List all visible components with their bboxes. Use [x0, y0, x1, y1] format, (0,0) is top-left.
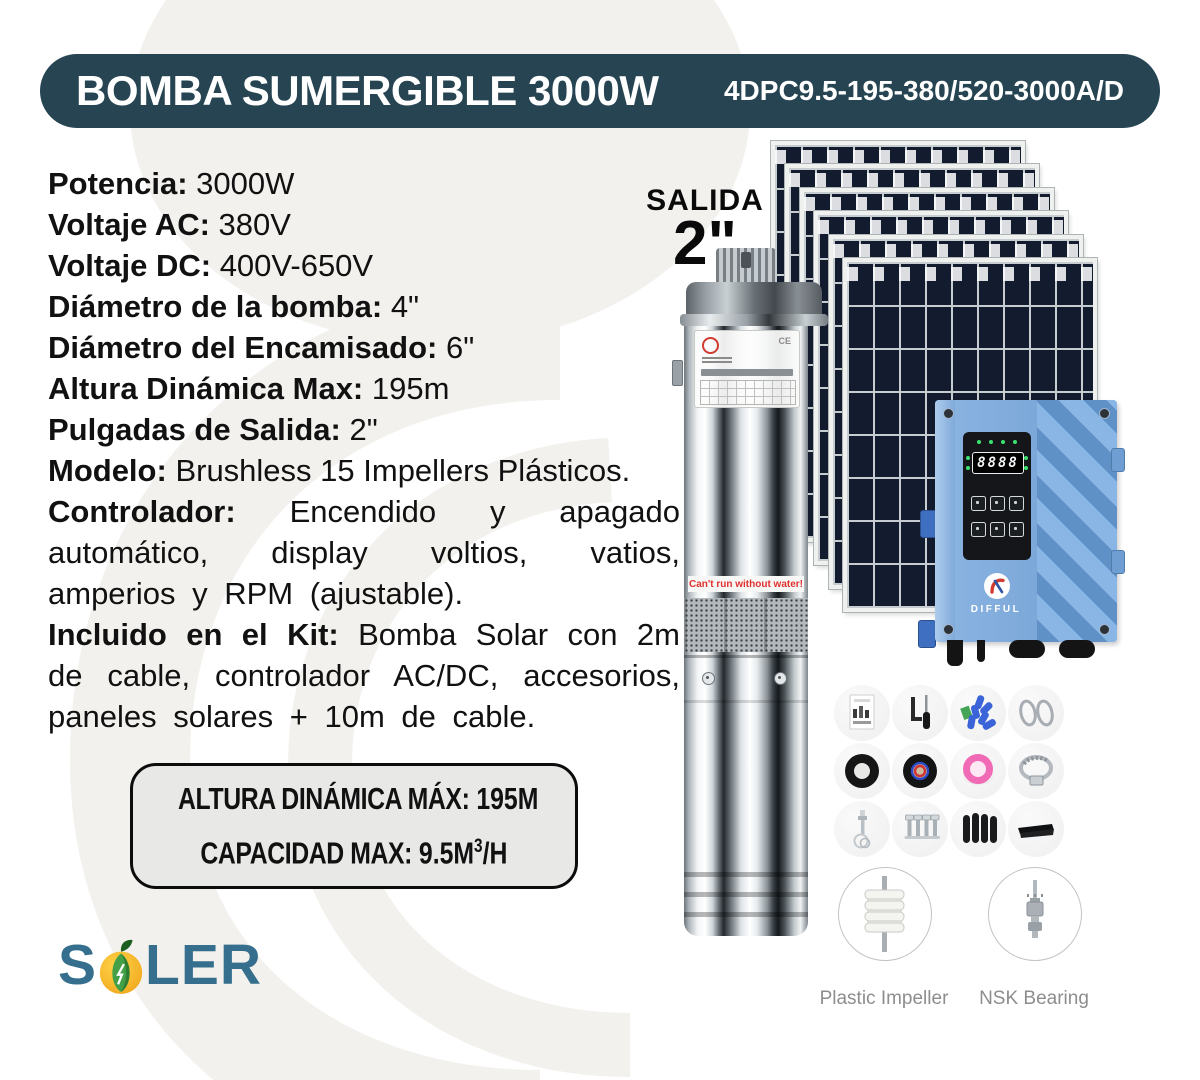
max-head-label: ALTURA DINÁMICA MÁX: — [178, 780, 470, 816]
accessory-instruction-manual-icon — [834, 685, 890, 741]
max-capacity-value: 9.5M — [419, 835, 475, 871]
paragraph-label: Controlador: — [48, 494, 236, 529]
spec-value: 195m — [371, 371, 450, 406]
spec-row — [48, 245, 680, 286]
mounting-tab-icon — [1111, 550, 1125, 574]
controller-button — [1009, 496, 1024, 511]
accessory-heat-shrink-tubes-icon — [950, 801, 1006, 857]
performance-info-box — [130, 763, 578, 889]
controller-cable-icon — [1059, 640, 1095, 658]
controller-brand-text: DIFFUL — [970, 604, 1022, 615]
status-led-icon — [966, 466, 970, 470]
soler-logo-letter-s: S — [58, 933, 98, 997]
spec-value: 6" — [445, 330, 475, 365]
controller-paragraph — [48, 491, 680, 614]
bearing-label: NSK Bearing — [979, 988, 1089, 1009]
pump-bottom-ridge — [684, 872, 808, 877]
nsk-bearing-image — [988, 867, 1082, 961]
controller-button — [1009, 522, 1024, 537]
pump-screw-icon — [774, 672, 787, 685]
outlet-callout — [640, 184, 770, 278]
pump-warning-band — [688, 576, 804, 592]
accessory-carabiners-icon — [1008, 685, 1064, 741]
status-led-icon — [1024, 466, 1028, 470]
pump-controller-image — [935, 400, 1117, 642]
spec-row — [48, 327, 680, 368]
spec-row — [48, 204, 680, 245]
screw-icon — [943, 624, 954, 635]
max-capacity-sup: 3 — [474, 835, 483, 857]
spec-value: 380V — [218, 207, 291, 242]
controller-button — [971, 496, 986, 511]
controller-button — [971, 522, 986, 537]
paragraph-text: Bomba Solar con 2m de cable, controlador AC/DC, accesorios, paneles solares + 10m de cable. — [48, 617, 680, 734]
spec-value: 2" — [349, 412, 378, 447]
accessory-electrical-tape-icon — [892, 743, 948, 799]
max-capacity-label: CAPACIDAD MAX: — [200, 835, 413, 871]
screw-icon — [1099, 408, 1110, 419]
spec-label: Diámetro de la bomba: — [48, 289, 383, 324]
max-head-value: 195M — [476, 780, 539, 816]
paragraph-label: Incluido en el Kit: — [48, 617, 339, 652]
spec-label: Pulgadas de Salida: — [48, 412, 341, 447]
pump-screw-icon — [702, 672, 715, 685]
spec-label: Voltaje AC: — [48, 207, 210, 242]
spec-value: Brushless 15 Impellers Plásticos. — [175, 453, 631, 488]
spec-value: 4" — [390, 289, 420, 324]
plastic-impeller-image — [838, 867, 932, 961]
controller-side-strip — [935, 400, 955, 642]
soler-logo — [58, 934, 262, 996]
status-led-icon — [1001, 440, 1005, 444]
header-banner — [40, 54, 1160, 128]
difful-logo-icon — [702, 337, 719, 354]
ce-mark: CE — [778, 336, 791, 346]
controller-cable-icon — [947, 640, 963, 666]
controller-cable-icon — [1009, 640, 1045, 658]
controller-front-panel — [963, 432, 1031, 560]
spec-row — [48, 368, 680, 409]
spec-row — [48, 163, 680, 204]
pump-warning-text: Can't run without water! — [688, 578, 804, 590]
spec-label: Altura Dinámica Max: — [48, 371, 364, 406]
spec-label: Voltaje DC: — [48, 248, 212, 283]
spec-row — [48, 450, 680, 491]
soler-logo-letters-ler: LER — [145, 933, 263, 997]
pump-bottom-ridge — [684, 912, 808, 917]
spec-row — [48, 286, 680, 327]
accessory-teflon-tape-icon — [950, 743, 1006, 799]
controller-button — [990, 522, 1005, 537]
spec-label: Diámetro del Encamisado: — [48, 330, 438, 365]
status-led-icon — [1013, 440, 1017, 444]
nameplate-model-bar — [701, 369, 793, 376]
difful-logo-icon — [983, 572, 1011, 600]
outlet-size: 2" — [673, 209, 737, 278]
spec-label: Modelo: — [48, 453, 167, 488]
model-code: 4DPC9.5-195-380/520-3000A/D — [723, 75, 1124, 106]
pump-collar — [680, 314, 828, 326]
spec-list — [48, 163, 680, 737]
soler-logo-leaf-icon — [96, 936, 146, 998]
pump-intake-mesh — [684, 598, 808, 652]
accessory-insulation-tape-icon — [834, 743, 890, 799]
status-led-icon — [966, 456, 970, 460]
kit-paragraph — [48, 614, 680, 737]
status-led-icon — [977, 440, 981, 444]
paragraph-text: Encendido y apagado automático, display voltios, vatios, amperios y RPM (ajustable). — [48, 494, 680, 611]
mounting-tab-icon — [1111, 448, 1125, 472]
spec-row — [48, 409, 680, 450]
accessory-shaft-fitting-icon — [834, 801, 890, 857]
pump-nameplate — [694, 330, 800, 408]
accessory-cable-connectors-icon — [950, 685, 1006, 741]
pump-groove — [684, 700, 808, 703]
status-led-icon — [1024, 456, 1028, 460]
spec-value: 3000W — [196, 166, 295, 201]
accessory-rubber-strip-icon — [1008, 801, 1064, 857]
accessory-bolts-icon — [892, 801, 948, 857]
spec-label: Potencia: — [48, 166, 188, 201]
nameplate-spec-table — [700, 380, 796, 405]
screw-icon — [943, 408, 954, 419]
panel-cable-clip-icon — [918, 620, 936, 648]
controller-button — [990, 496, 1005, 511]
accessory-hose-clamp-icon — [1008, 743, 1064, 799]
accessory-hex-key-screwdriver-icon — [892, 685, 948, 741]
max-capacity-suffix: /H — [482, 835, 508, 871]
nameplate-brand-text — [702, 355, 732, 363]
spec-value: 400V-650V — [219, 248, 374, 283]
max-head-line — [133, 776, 575, 822]
controller-heatsink-ridges — [1037, 400, 1117, 642]
pump-bottom-ridge — [684, 892, 808, 897]
pump-groove — [684, 655, 808, 658]
screw-icon — [1099, 624, 1110, 635]
max-capacity-line — [133, 824, 575, 876]
status-led-icon — [989, 440, 993, 444]
led-display: 8888 — [972, 452, 1024, 474]
impeller-label: Plastic Impeller — [819, 988, 949, 1009]
controller-cable-icon — [977, 640, 985, 662]
page-title: BOMBA SUMERGIBLE 3000W — [76, 67, 659, 114]
outlet-label: SALIDA — [646, 184, 764, 217]
